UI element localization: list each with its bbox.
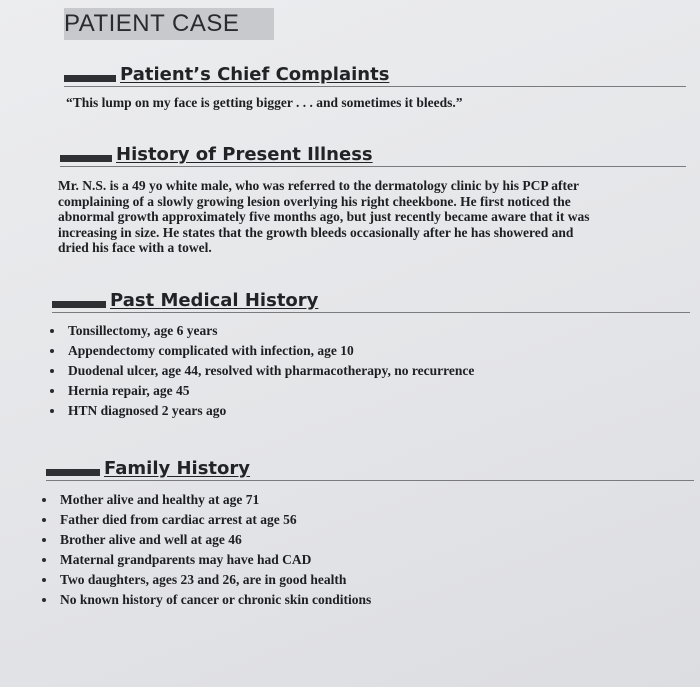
heading-bar bbox=[52, 301, 106, 308]
list-item-text: Father died from cardiac arrest at age 56 bbox=[60, 512, 297, 527]
bullet-icon bbox=[42, 578, 46, 582]
paragraph-line: dried his face with a towel. bbox=[58, 240, 212, 255]
list-item bbox=[48, 381, 668, 401]
bullet-icon bbox=[42, 558, 46, 562]
list-item bbox=[40, 570, 660, 590]
list-item-text: Mother alive and healthy at age 71 bbox=[60, 492, 260, 507]
list-item bbox=[48, 361, 668, 381]
bullet-icon bbox=[42, 538, 46, 542]
list-item-text: Duodenal ulcer, age 44, resolved with pharmacotherapy, no recurrence bbox=[68, 363, 475, 378]
list-item bbox=[40, 510, 660, 530]
bullet-icon bbox=[42, 598, 46, 602]
bullet-icon bbox=[42, 518, 46, 522]
past-medical-title: Past Medical History bbox=[110, 290, 319, 311]
family-history-list bbox=[40, 490, 660, 610]
list-item-text: Tonsillectomy, age 6 years bbox=[68, 323, 218, 338]
list-item bbox=[40, 550, 660, 570]
list-item-text: HTN diagnosed 2 years ago bbox=[68, 403, 227, 418]
list-item-text: Appendectomy complicated with infection, age 10 bbox=[68, 343, 354, 358]
bullet-icon bbox=[50, 369, 54, 373]
list-item bbox=[40, 530, 660, 550]
list-item-text: Two daughters, ages 23 and 26, are in good health bbox=[60, 572, 347, 587]
heading-bar bbox=[60, 155, 112, 162]
bullet-icon bbox=[50, 349, 54, 353]
family-history-title: Family History bbox=[104, 458, 251, 479]
chief-complaint-quote: “This lump on my face is getting bigger . . . and sometimes it bleeds.” bbox=[66, 95, 463, 110]
list-item-text: Hernia repair, age 45 bbox=[68, 383, 190, 398]
chief-complaints-heading bbox=[64, 62, 686, 87]
paragraph-line: Mr. N.S. is a 49 yo white male, who was referred to the dermatology clinic by his PCP after bbox=[58, 178, 579, 193]
bullet-icon bbox=[50, 409, 54, 413]
past-medical-list bbox=[48, 321, 668, 421]
present-illness-title: History of Present Illness bbox=[116, 144, 373, 165]
chief-complaints-title: Patient’s Chief Complaints bbox=[120, 64, 390, 85]
present-illness-paragraph bbox=[58, 178, 690, 256]
family-history-heading bbox=[46, 456, 694, 481]
past-medical-heading bbox=[52, 288, 690, 313]
heading-bar bbox=[64, 75, 116, 82]
paragraph-line: increasing in size. He states that the growth bleeds occasionally after he has showered and bbox=[58, 224, 574, 240]
present-illness-heading bbox=[60, 142, 686, 167]
bullet-icon bbox=[42, 498, 46, 502]
list-item bbox=[48, 341, 668, 361]
list-item bbox=[40, 590, 660, 610]
list-item bbox=[48, 321, 668, 341]
list-item bbox=[40, 490, 660, 510]
list-item-text: Maternal grandparents may have had CAD bbox=[60, 552, 312, 567]
list-item bbox=[48, 401, 668, 421]
list-item-text: Brother alive and well at age 46 bbox=[60, 532, 242, 547]
heading-bar bbox=[46, 469, 100, 476]
paragraph-line: complaining of a slowly growing lesion overlying his right cheekbone. He first noticed the bbox=[58, 193, 571, 209]
bullet-icon bbox=[50, 389, 54, 393]
bullet-icon bbox=[50, 329, 54, 333]
page-title: PATIENT CASE bbox=[64, 8, 274, 40]
paragraph-line: abnormal growth approximately five months ago, but just recently became aware that it was bbox=[58, 209, 590, 224]
list-item-text: No known history of cancer or chronic skin conditions bbox=[60, 592, 372, 607]
